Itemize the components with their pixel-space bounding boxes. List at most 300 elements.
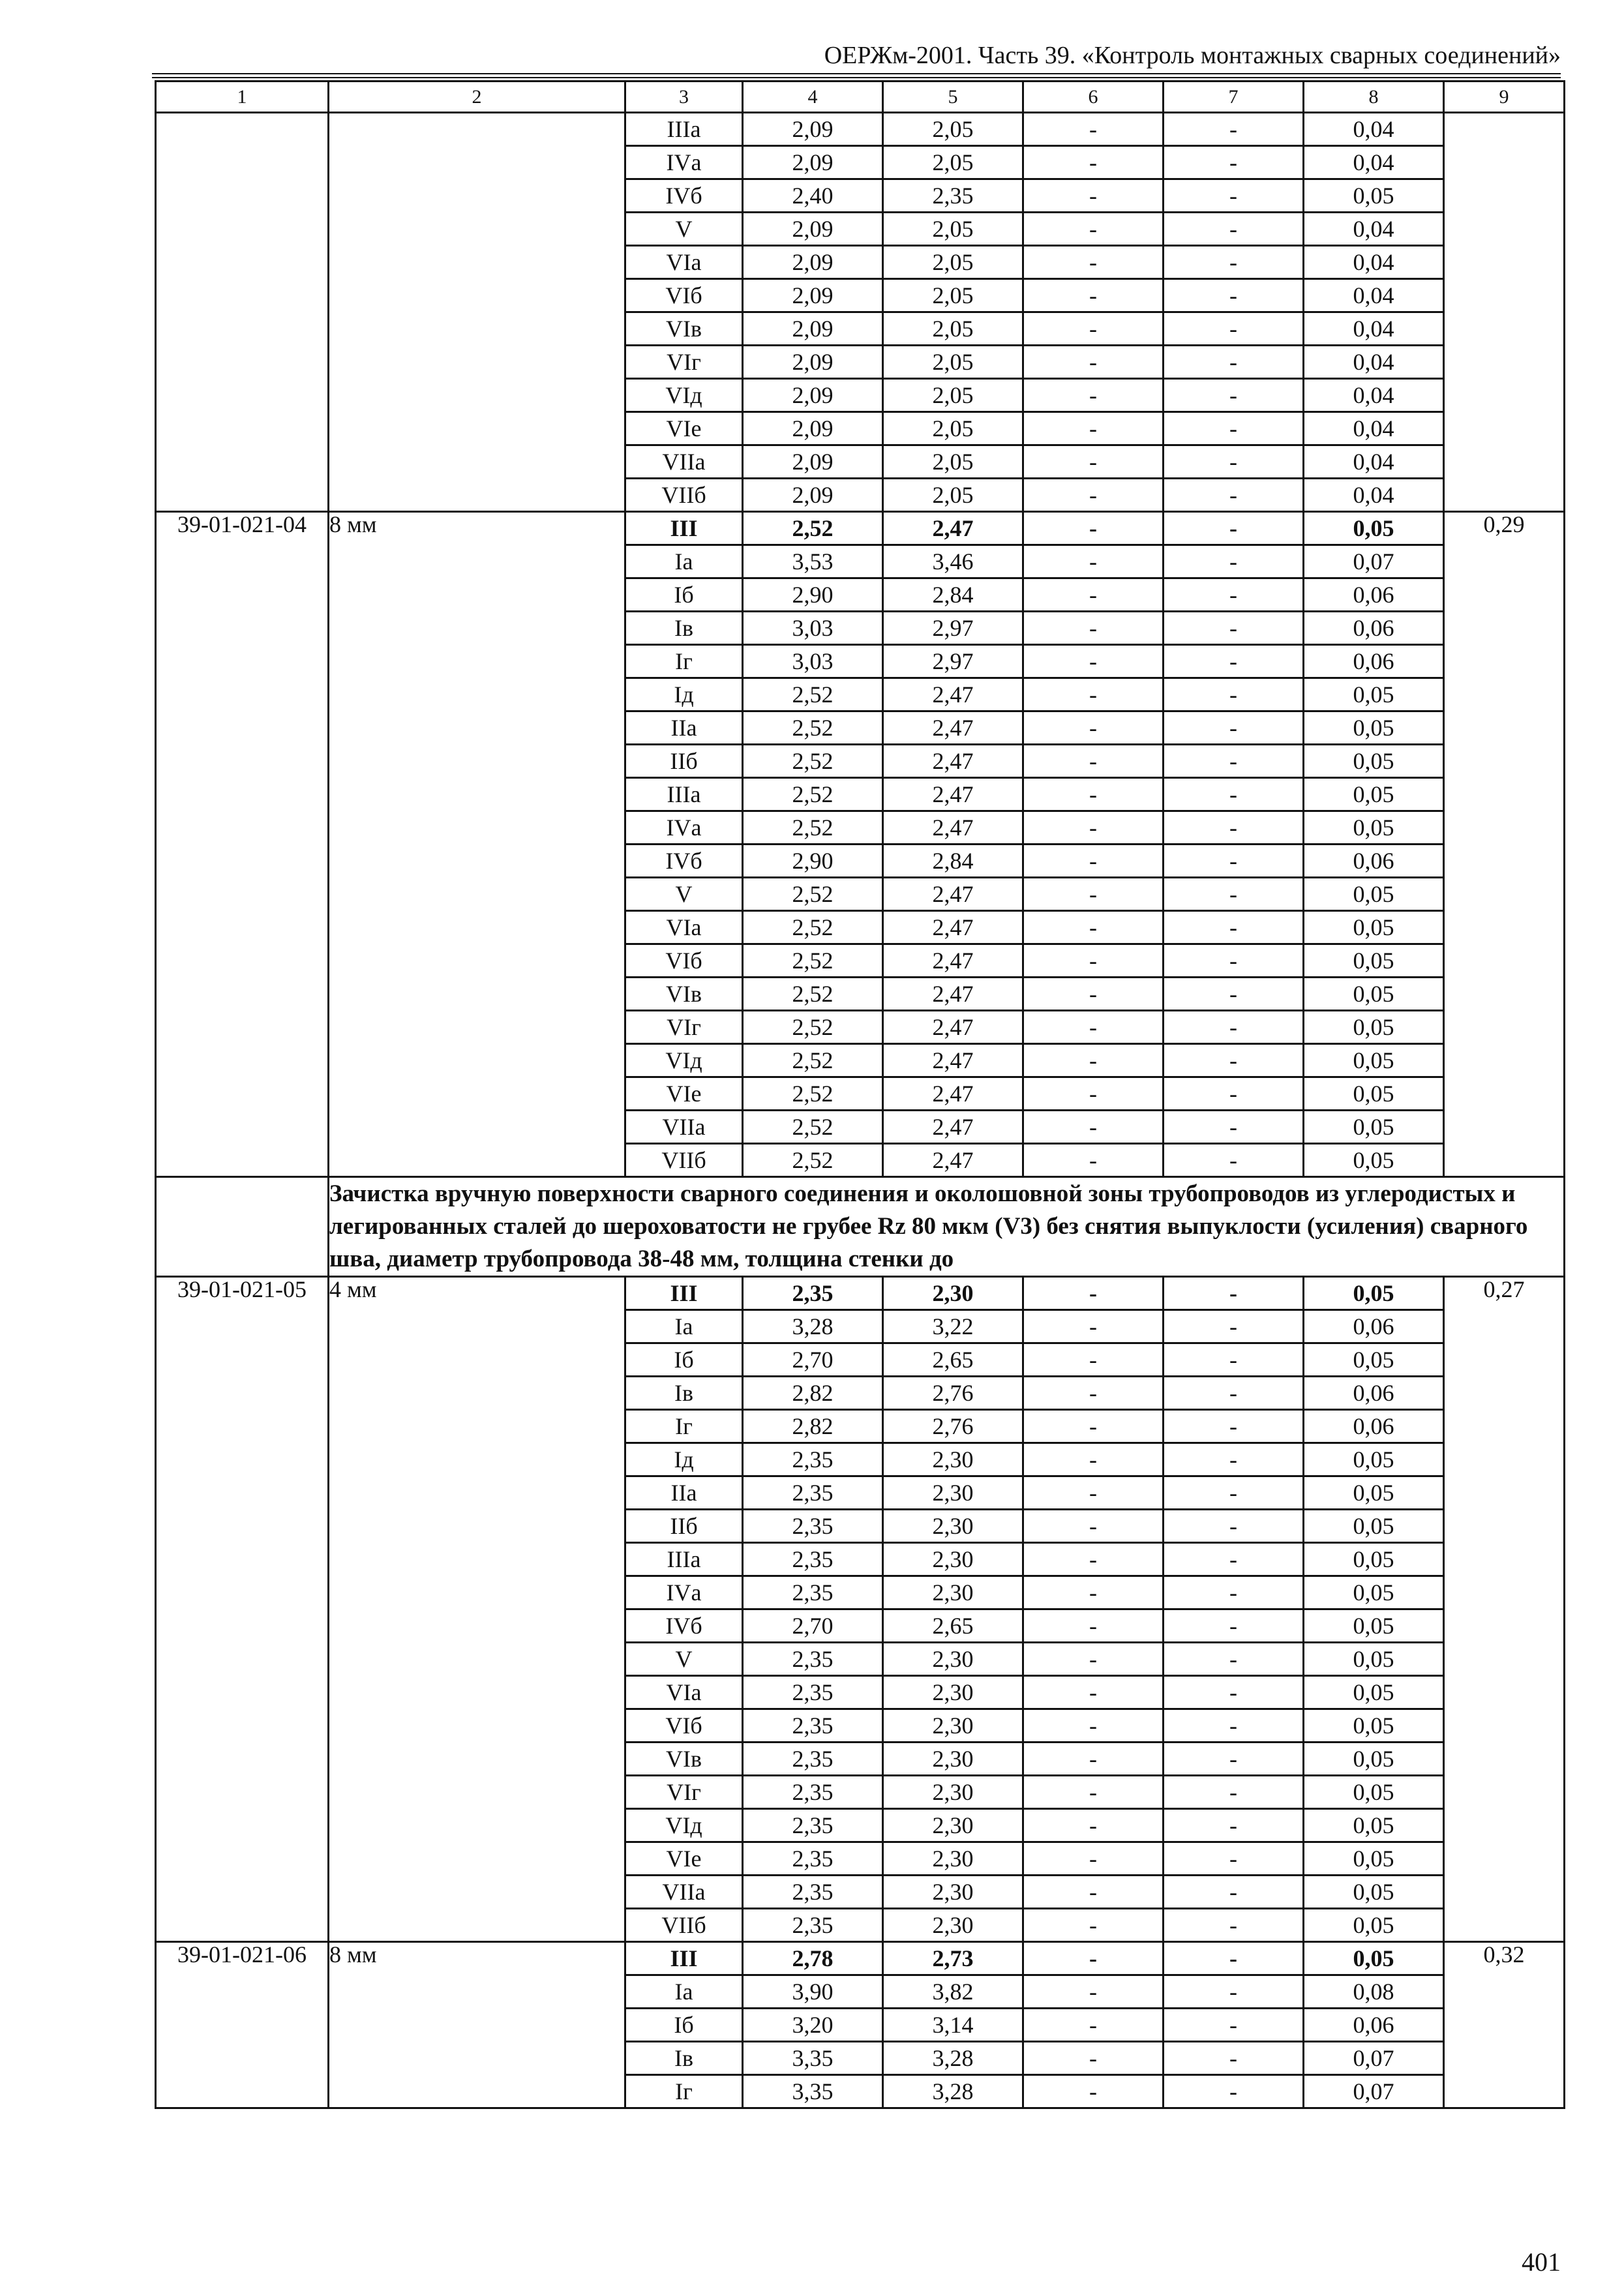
value-col-5: 2,76 [883,1377,1023,1410]
value-col-7: - [1164,146,1304,179]
value-col-4: 2,52 [743,1144,883,1177]
value-col-8: 0,05 [1304,1576,1444,1609]
value-col-5: 2,05 [883,379,1023,412]
value-col-5: 2,84 [883,845,1023,878]
value-col-4: 2,70 [743,1609,883,1643]
value-col-6: - [1023,279,1164,312]
value-col-6: - [1023,445,1164,479]
zone-code: VIб [625,279,743,312]
zone-code: VIб [625,1709,743,1743]
value-col-5: 2,05 [883,479,1023,512]
table-row [156,1277,1565,1310]
value-col-7: - [1164,113,1304,146]
value-col-7: - [1164,711,1304,745]
value-col-6: - [1023,1111,1164,1144]
value-col-5: 2,05 [883,213,1023,246]
running-header: ОЕРЖм-2001. Часть 39. «Контроль монтажных сварных соединений» [824,42,1561,69]
total-value [1444,113,1565,512]
zone-code: Iг [625,645,743,678]
value-col-4: 2,09 [743,113,883,146]
value-col-4: 2,09 [743,379,883,412]
value-col-5: 2,05 [883,346,1023,379]
value-col-7: - [1164,845,1304,878]
table-row [156,113,1565,146]
value-col-7: - [1164,1077,1304,1111]
value-col-4: 2,35 [743,1676,883,1709]
value-col-5: 2,05 [883,146,1023,179]
zone-code: Iг [625,1410,743,1443]
value-col-5: 2,47 [883,1044,1023,1077]
value-col-8: 0,05 [1304,1077,1444,1111]
column-number: 6 [1023,82,1164,113]
value-col-4: 2,35 [743,1709,883,1743]
zone-code: Iа [625,1310,743,1343]
value-col-7: - [1164,1377,1304,1410]
value-col-8: 0,05 [1304,1876,1444,1909]
value-col-8: 0,05 [1304,1111,1444,1144]
value-col-4: 2,09 [743,412,883,445]
zone-code: Iв [625,1377,743,1410]
zone-code: Iг [625,2075,743,2108]
value-col-8: 0,05 [1304,978,1444,1011]
value-col-7: - [1164,1676,1304,1709]
value-col-7: - [1164,346,1304,379]
value-col-8: 0,05 [1304,1609,1444,1643]
value-col-5: 2,65 [883,1343,1023,1377]
value-col-5: 2,30 [883,1743,1023,1776]
zone-code: Iв [625,2042,743,2075]
zone-code: VIIа [625,1111,743,1144]
value-col-5: 2,30 [883,1776,1023,1809]
value-col-6: - [1023,1975,1164,2009]
value-col-6: - [1023,246,1164,279]
value-col-4: 2,82 [743,1377,883,1410]
value-col-6: - [1023,545,1164,578]
value-col-6: - [1023,1942,1164,1975]
value-col-4: 2,90 [743,845,883,878]
value-col-7: - [1164,1743,1304,1776]
value-col-8: 0,05 [1304,1709,1444,1743]
zone-code: VIб [625,944,743,978]
zone-code: VIе [625,1077,743,1111]
value-col-4: 2,52 [743,911,883,944]
value-col-6: - [1023,1277,1164,1310]
value-col-7: - [1164,911,1304,944]
value-col-7: - [1164,1942,1304,1975]
value-col-6: - [1023,845,1164,878]
value-col-5: 2,30 [883,1876,1023,1909]
value-col-6: - [1023,911,1164,944]
value-col-4: 2,52 [743,878,883,911]
zone-code: VIд [625,1809,743,1842]
value-col-4: 2,35 [743,1510,883,1543]
wall-thickness [329,113,625,512]
value-col-4: 3,35 [743,2075,883,2108]
value-col-6: - [1023,1343,1164,1377]
value-col-5: 3,14 [883,2009,1023,2042]
value-col-4: 2,35 [743,1842,883,1876]
zone-code: IIIа [625,113,743,146]
value-col-7: - [1164,1410,1304,1443]
value-col-8: 0,05 [1304,678,1444,711]
header-rule-bottom [152,77,1561,78]
value-col-5: 2,47 [883,1011,1023,1044]
value-col-4: 2,90 [743,578,883,612]
value-col-8: 0,05 [1304,1909,1444,1942]
value-col-8: 0,05 [1304,1277,1444,1310]
value-col-6: - [1023,1576,1164,1609]
zone-code: IVб [625,1609,743,1643]
value-col-7: - [1164,1476,1304,1510]
value-col-7: - [1164,479,1304,512]
value-col-4: 2,35 [743,1876,883,1909]
value-col-5: 2,30 [883,1809,1023,1842]
value-col-6: - [1023,1144,1164,1177]
rates-table [155,80,1565,2109]
zone-code: Iа [625,545,743,578]
value-col-6: - [1023,379,1164,412]
value-col-6: - [1023,1310,1164,1343]
value-col-4: 2,52 [743,711,883,745]
zone-code: VIд [625,379,743,412]
value-col-5: 2,47 [883,1077,1023,1111]
value-col-6: - [1023,1077,1164,1111]
value-col-7: - [1164,1842,1304,1876]
value-col-6: - [1023,1011,1164,1044]
value-col-6: - [1023,1876,1164,1909]
value-col-7: - [1164,279,1304,312]
value-col-8: 0,06 [1304,612,1444,645]
value-col-4: 2,52 [743,1111,883,1144]
value-col-5: 2,05 [883,445,1023,479]
value-col-8: 0,04 [1304,246,1444,279]
value-col-6: - [1023,1643,1164,1676]
value-col-5: 2,05 [883,312,1023,346]
value-col-8: 0,05 [1304,1510,1444,1543]
value-col-5: 2,47 [883,678,1023,711]
value-col-4: 2,35 [743,1643,883,1676]
zone-code: VIIа [625,445,743,479]
value-col-7: - [1164,1543,1304,1576]
table-row [156,512,1565,545]
value-col-7: - [1164,379,1304,412]
value-col-4: 2,35 [743,1443,883,1476]
section-description: Зачистка вручную поверхности сварного соединения и околошовной зоны трубопроводов из углеродистых и легированных сталей до шероховатости не грубее Rz 80 мкм (V3) без снятия выпуклости (усиления) сварного шва, диаметр трубопровода 38-48 мм, толщина стенки до [329,1177,1565,1277]
value-col-6: - [1023,213,1164,246]
value-col-6: - [1023,645,1164,678]
value-col-7: - [1164,445,1304,479]
value-col-4: 2,09 [743,312,883,346]
value-col-7: - [1164,1909,1304,1942]
value-col-5: 2,47 [883,512,1023,545]
value-col-4: 3,90 [743,1975,883,2009]
zone-code: Iв [625,612,743,645]
value-col-5: 2,47 [883,878,1023,911]
value-col-8: 0,05 [1304,778,1444,811]
value-col-6: - [1023,978,1164,1011]
value-col-6: - [1023,612,1164,645]
value-col-7: - [1164,512,1304,545]
total-value: 0,32 [1444,1942,1565,2108]
value-col-7: - [1164,1609,1304,1643]
zone-code: IIб [625,745,743,778]
value-col-6: - [1023,2009,1164,2042]
zone-code: III [625,1942,743,1975]
value-col-4: 2,35 [743,1809,883,1842]
value-col-5: 2,35 [883,179,1023,213]
value-col-7: - [1164,1310,1304,1343]
value-col-4: 2,09 [743,213,883,246]
value-col-5: 2,97 [883,645,1023,678]
norm-code: 39-01-021-04 [156,512,329,1177]
zone-code: V [625,1643,743,1676]
value-col-4: 2,52 [743,745,883,778]
value-col-4: 2,40 [743,179,883,213]
value-col-7: - [1164,179,1304,213]
value-col-4: 2,52 [743,944,883,978]
zone-code: IIа [625,711,743,745]
value-col-8: 0,05 [1304,745,1444,778]
section-description-row [156,1177,1565,1277]
value-col-5: 2,30 [883,1543,1023,1576]
value-col-8: 0,05 [1304,1011,1444,1044]
column-number: 5 [883,82,1023,113]
value-col-4: 2,52 [743,811,883,845]
value-col-7: - [1164,1044,1304,1077]
value-col-6: - [1023,1510,1164,1543]
value-col-7: - [1164,645,1304,678]
value-col-7: - [1164,1510,1304,1543]
value-col-7: - [1164,1576,1304,1609]
value-col-5: 2,47 [883,711,1023,745]
value-col-7: - [1164,1011,1304,1044]
value-col-5: 2,30 [883,1443,1023,1476]
value-col-8: 0,05 [1304,1676,1444,1709]
rates-table-container [155,80,1565,2109]
zone-code: VIIб [625,479,743,512]
value-col-5: 2,97 [883,612,1023,645]
norm-code: 39-01-021-05 [156,1277,329,1942]
value-col-7: - [1164,1776,1304,1809]
value-col-8: 0,05 [1304,1643,1444,1676]
zone-code: V [625,213,743,246]
zone-code: IIа [625,1476,743,1510]
zone-code: VIе [625,412,743,445]
value-col-6: - [1023,346,1164,379]
value-col-7: - [1164,1443,1304,1476]
value-col-4: 2,09 [743,445,883,479]
value-col-7: - [1164,1343,1304,1377]
value-col-5: 2,73 [883,1942,1023,1975]
value-col-6: - [1023,1609,1164,1643]
zone-code: VIе [625,1842,743,1876]
value-col-8: 0,06 [1304,2009,1444,2042]
value-col-4: 2,09 [743,246,883,279]
value-col-6: - [1023,113,1164,146]
value-col-5: 3,46 [883,545,1023,578]
value-col-4: 2,52 [743,678,883,711]
page-number: 401 [1522,2247,1561,2277]
value-col-6: - [1023,412,1164,445]
value-col-7: - [1164,811,1304,845]
value-col-6: - [1023,179,1164,213]
value-col-4: 2,35 [743,1543,883,1576]
zone-code: IIб [625,1510,743,1543]
zone-code: VIв [625,978,743,1011]
column-number: 9 [1444,82,1565,113]
value-col-4: 3,28 [743,1310,883,1343]
value-col-8: 0,04 [1304,213,1444,246]
value-col-7: - [1164,213,1304,246]
value-col-5: 2,05 [883,412,1023,445]
value-col-5: 2,84 [883,578,1023,612]
value-col-8: 0,05 [1304,1443,1444,1476]
value-col-5: 3,28 [883,2042,1023,2075]
value-col-8: 0,06 [1304,578,1444,612]
value-col-6: - [1023,1676,1164,1709]
value-col-5: 2,05 [883,246,1023,279]
value-col-8: 0,08 [1304,1975,1444,2009]
wall-thickness: 4 мм [329,1277,625,1942]
value-col-6: - [1023,878,1164,911]
value-col-7: - [1164,2009,1304,2042]
value-col-8: 0,06 [1304,645,1444,678]
header-rule-top [152,73,1561,74]
value-col-5: 2,47 [883,1111,1023,1144]
value-col-5: 2,30 [883,1576,1023,1609]
value-col-8: 0,06 [1304,1310,1444,1343]
value-col-7: - [1164,1809,1304,1842]
zone-code: IIIа [625,1543,743,1576]
zone-code: IVа [625,811,743,845]
zone-code: IVа [625,146,743,179]
total-value: 0,27 [1444,1277,1565,1942]
value-col-7: - [1164,312,1304,346]
column-number: 4 [743,82,883,113]
column-number: 3 [625,82,743,113]
value-col-6: - [1023,479,1164,512]
value-col-8: 0,06 [1304,1377,1444,1410]
value-col-5: 3,22 [883,1310,1023,1343]
value-col-7: - [1164,1643,1304,1676]
column-number: 2 [329,82,625,113]
value-col-8: 0,07 [1304,2075,1444,2108]
value-col-6: - [1023,2042,1164,2075]
value-col-5: 2,30 [883,1676,1023,1709]
value-col-5: 2,05 [883,113,1023,146]
value-col-4: 2,35 [743,1277,883,1310]
value-col-8: 0,05 [1304,1842,1444,1876]
value-col-4: 2,09 [743,479,883,512]
value-col-4: 2,78 [743,1942,883,1975]
value-col-8: 0,05 [1304,1809,1444,1842]
value-col-7: - [1164,1709,1304,1743]
value-col-7: - [1164,2042,1304,2075]
value-col-6: - [1023,811,1164,845]
value-col-8: 0,06 [1304,1410,1444,1443]
value-col-8: 0,04 [1304,279,1444,312]
value-col-7: - [1164,944,1304,978]
value-col-5: 3,28 [883,2075,1023,2108]
value-col-7: - [1164,612,1304,645]
wall-thickness: 8 мм [329,512,625,1177]
zone-code: IVб [625,179,743,213]
value-col-5: 2,30 [883,1277,1023,1310]
value-col-4: 2,09 [743,146,883,179]
zone-code: VIв [625,312,743,346]
value-col-5: 2,47 [883,811,1023,845]
value-col-6: - [1023,1377,1164,1410]
zone-code: III [625,1277,743,1310]
value-col-6: - [1023,312,1164,346]
value-col-4: 2,82 [743,1410,883,1443]
value-col-6: - [1023,512,1164,545]
value-col-8: 0,07 [1304,2042,1444,2075]
value-col-5: 2,47 [883,745,1023,778]
description-spacer [156,1177,329,1277]
value-col-8: 0,05 [1304,1476,1444,1510]
value-col-5: 2,30 [883,1476,1023,1510]
value-col-8: 0,05 [1304,1776,1444,1809]
value-col-8: 0,05 [1304,911,1444,944]
value-col-5: 2,47 [883,1144,1023,1177]
value-col-4: 2,52 [743,978,883,1011]
value-col-6: - [1023,711,1164,745]
value-col-6: - [1023,1743,1164,1776]
value-col-6: - [1023,1443,1164,1476]
value-col-8: 0,05 [1304,1543,1444,1576]
zone-code: VIв [625,1743,743,1776]
value-col-8: 0,04 [1304,312,1444,346]
value-col-4: 2,52 [743,778,883,811]
value-col-4: 2,35 [743,1909,883,1942]
value-col-8: 0,04 [1304,445,1444,479]
value-col-6: - [1023,778,1164,811]
zone-code: Iб [625,1343,743,1377]
value-col-8: 0,04 [1304,113,1444,146]
zone-code: Iд [625,678,743,711]
zone-code: Iа [625,1975,743,2009]
value-col-8: 0,04 [1304,479,1444,512]
value-col-6: - [1023,1543,1164,1576]
value-col-8: 0,05 [1304,1343,1444,1377]
value-col-5: 2,30 [883,1842,1023,1876]
zone-code: VIд [625,1044,743,1077]
value-col-4: 3,03 [743,645,883,678]
zone-code: VIг [625,346,743,379]
value-col-7: - [1164,246,1304,279]
value-col-8: 0,05 [1304,512,1444,545]
zone-code: IIIа [625,778,743,811]
value-col-6: - [1023,146,1164,179]
zone-code: Iб [625,578,743,612]
value-col-7: - [1164,1111,1304,1144]
value-col-4: 3,03 [743,612,883,645]
value-col-8: 0,05 [1304,1743,1444,1776]
value-col-6: - [1023,678,1164,711]
value-col-8: 0,05 [1304,711,1444,745]
value-col-6: - [1023,1842,1164,1876]
column-number: 8 [1304,82,1444,113]
zone-code: VIг [625,1776,743,1809]
value-col-8: 0,06 [1304,845,1444,878]
zone-code: VIIб [625,1909,743,1942]
zone-code: VIIб [625,1144,743,1177]
value-col-7: - [1164,1277,1304,1310]
norm-code: 39-01-021-06 [156,1942,329,2108]
value-col-5: 2,47 [883,911,1023,944]
value-col-8: 0,04 [1304,346,1444,379]
